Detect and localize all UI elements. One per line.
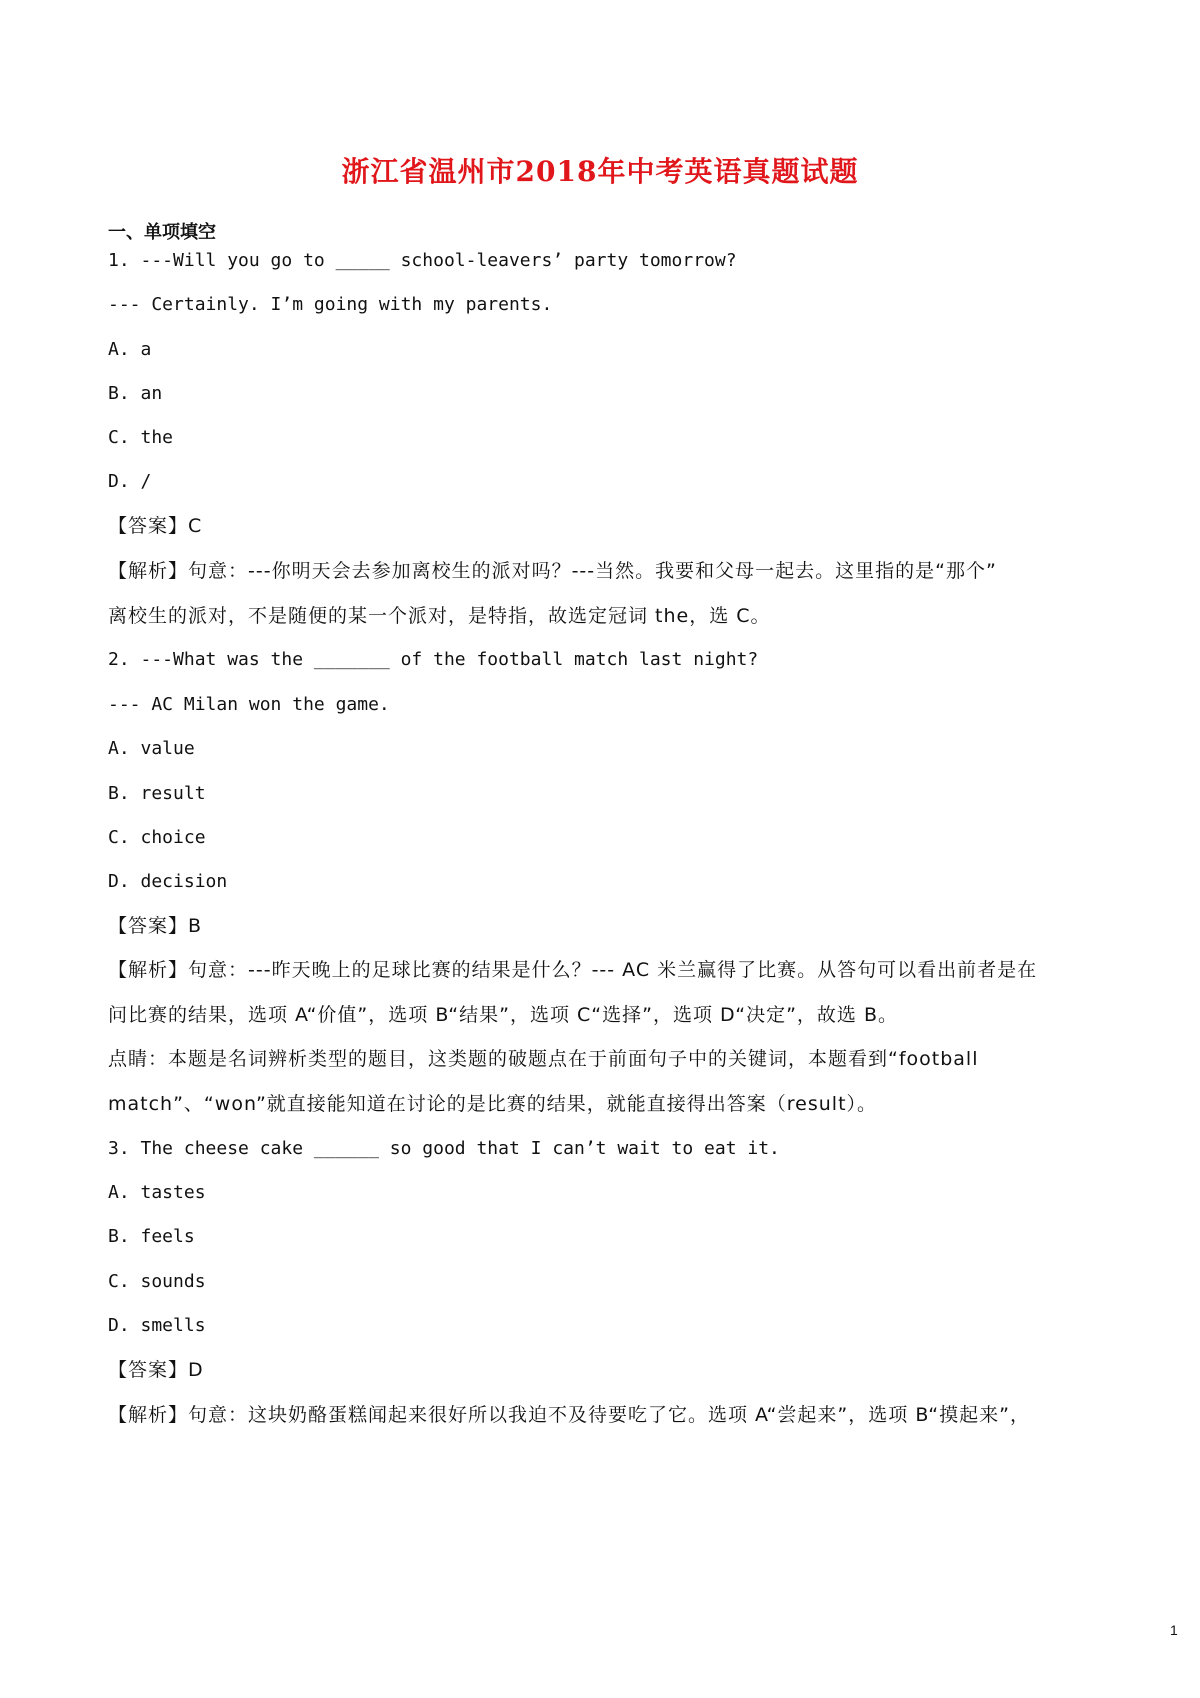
question-1-option-a: A. a bbox=[108, 339, 152, 360]
question-1-option-b: B. an bbox=[108, 383, 163, 404]
question-3-option-d: D. smells bbox=[108, 1315, 206, 1336]
section-heading: 一、单项填空 bbox=[108, 222, 216, 243]
question-2-option-a: A. value bbox=[108, 738, 195, 759]
question-1-analysis-line-1: 【解析】句意：---你明天会去参加离校生的派对吗？---当然。我要和父母一起去。这里指的是“那个” bbox=[108, 560, 997, 582]
question-3-stem: 3. The cheese cake ______ so good that I can’t wait to eat it. bbox=[108, 1138, 780, 1159]
question-2-analysis-line-1: 【解析】句意：---昨天晚上的足球比赛的结果是什么？--- AC 米兰赢得了比赛。从答句可以看出前者是在 bbox=[108, 959, 1038, 981]
question-2-tip-line-1: 点睛：本题是名词辨析类型的题目，这类题的破题点在于前面句子中的关键词，本题看到“football bbox=[108, 1048, 979, 1070]
question-1-reply: --- Certainly. I’m going with my parents. bbox=[108, 294, 553, 315]
question-2-answer: 【答案】B bbox=[108, 915, 203, 937]
question-2-analysis-line-2: 问比赛的结果，选项 A“价值”，选项 B“结果”，选项 C“选择”，选项 D“决定”，故选 B。 bbox=[108, 1004, 899, 1026]
question-3-analysis-line-1: 【解析】句意：这块奶酪蛋糕闻起来很好所以我迫不及待要吃了它。选项 A“尝起来”，选项 B“摸起来”， bbox=[108, 1404, 1030, 1426]
question-2-option-c: C. choice bbox=[108, 827, 206, 848]
question-2-option-b: B. result bbox=[108, 783, 206, 804]
question-1-answer: 【答案】C bbox=[108, 515, 203, 537]
question-3-option-b: B. feels bbox=[108, 1226, 195, 1247]
document-title: 浙江省温州市2018年中考英语真题试题 bbox=[341, 155, 859, 188]
question-3-option-c: C. sounds bbox=[108, 1271, 206, 1292]
question-1-stem: 1. ---Will you go to _____ school-leavers’ party tomorrow? bbox=[108, 250, 737, 271]
question-2-stem: 2. ---What was the _______ of the football match last night? bbox=[108, 649, 759, 670]
question-3-option-a: A. tastes bbox=[108, 1182, 206, 1203]
question-2-reply: --- AC Milan won the game. bbox=[108, 694, 390, 715]
question-1-option-d: D. / bbox=[108, 471, 152, 492]
question-2-option-d: D. decision bbox=[108, 871, 228, 892]
page-number: 1 bbox=[1170, 1622, 1178, 1638]
question-2-tip-line-2: match”、“won”就直接能知道在讨论的是比赛的结果，就能直接得出答案（result）。 bbox=[108, 1093, 878, 1115]
question-1-analysis-line-2: 离校生的派对，不是随便的某一个派对，是特指，故选定冠词 the，选 C。 bbox=[108, 605, 771, 627]
question-1-option-c: C. the bbox=[108, 427, 174, 448]
question-3-answer: 【答案】D bbox=[108, 1359, 204, 1381]
